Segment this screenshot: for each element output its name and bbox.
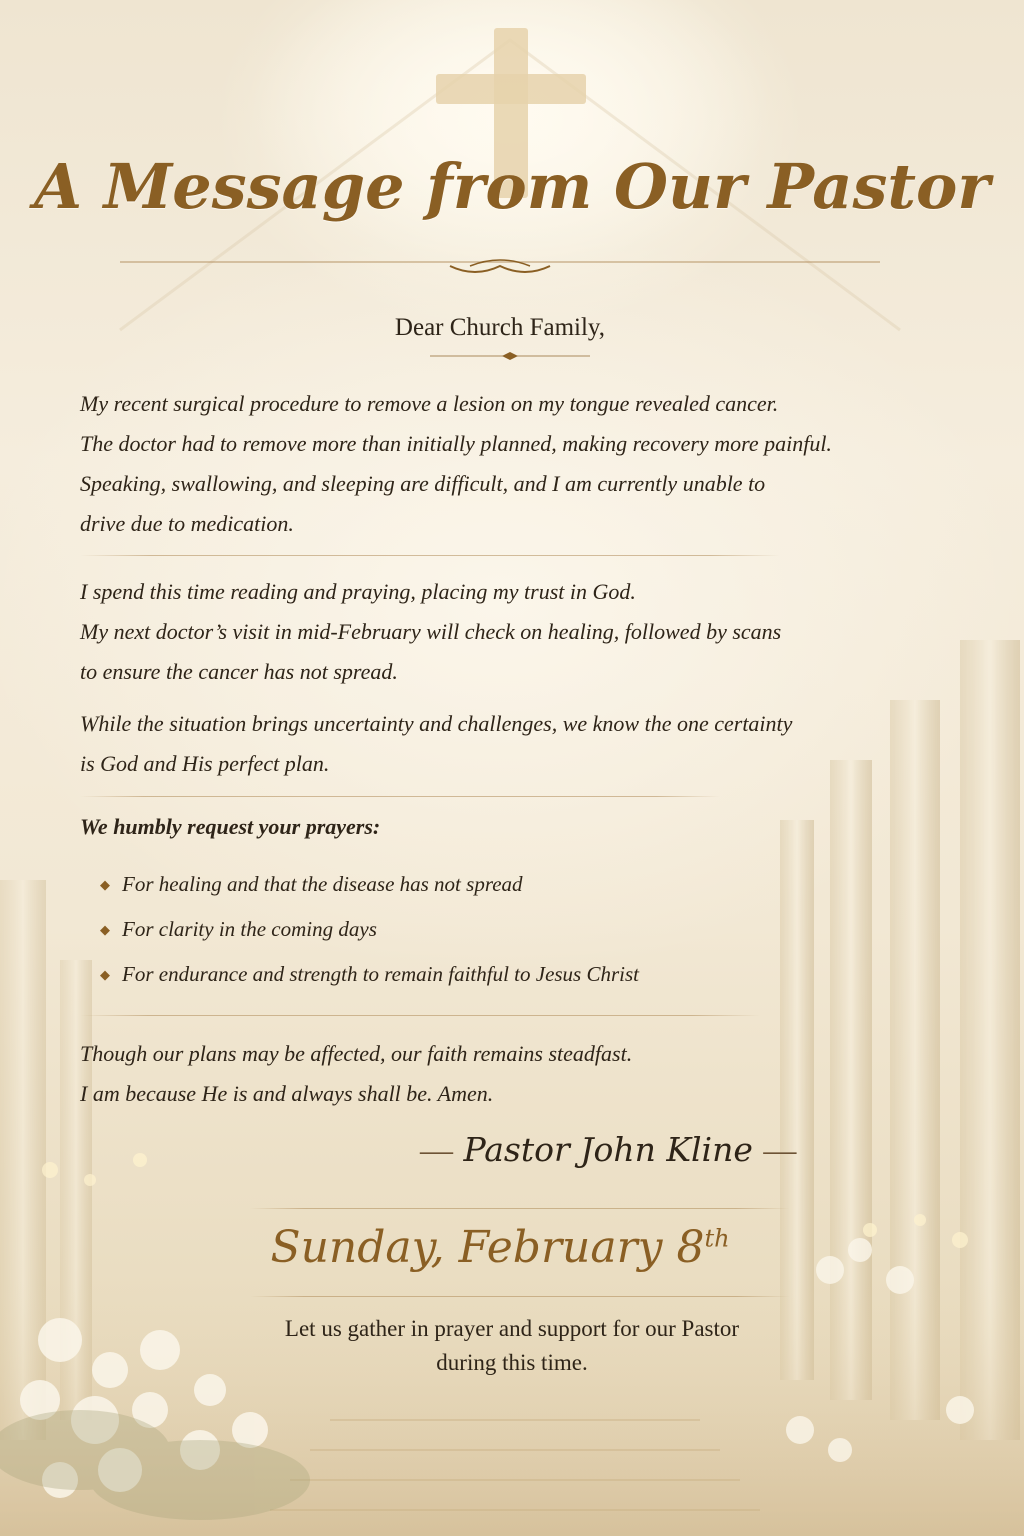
signature-dash: — [763, 1133, 797, 1169]
section-divider [250, 1296, 790, 1297]
text-line: is God and His perfect plan. [80, 751, 330, 776]
list-item [100, 952, 800, 997]
list-item-text: For clarity in the coming days [122, 917, 377, 941]
gathering-message [0, 1312, 1024, 1380]
text-line: I spend this time reading and praying, placing my trust in God. [80, 579, 636, 604]
text-line: I am because He is and always shall be. Amen. [80, 1081, 494, 1106]
diamond-bullet-icon: ◆ [100, 921, 110, 937]
text-line: Let us gather in prayer and support for our Pastor [284, 1316, 740, 1341]
event-date [0, 1222, 1000, 1273]
greeting-divider [430, 350, 590, 362]
text-line: Speaking, swallowing, and sleeping are difficult, and I am currently unable to [80, 471, 766, 496]
text-line: While the situation brings uncertainty and challenges, we know the one certainty [80, 711, 793, 736]
diamond-bullet-icon: ◆ [100, 966, 110, 982]
signature-name: Pastor John Kline [463, 1130, 753, 1169]
greeting: Dear Church Family, [394, 314, 606, 341]
text-line: Though our plans may be affected, our faith remains steadfast. [80, 1041, 633, 1066]
prayer-request-heading: We humbly request your prayers: [80, 814, 381, 839]
text-line: drive due to medication. [80, 511, 294, 536]
pastor-signature [420, 1130, 820, 1170]
event-date-text: Sunday, February 8 [270, 1222, 705, 1273]
section-divider [80, 796, 720, 797]
prayer-request-list [100, 862, 800, 997]
page-title: A Message from Our Pastor [33, 150, 991, 223]
section-divider [80, 1015, 760, 1016]
paragraph-trust [80, 572, 920, 692]
text-line: to ensure the cancer has not spread. [80, 659, 398, 684]
section-divider [250, 1208, 790, 1209]
list-item [100, 907, 800, 952]
signature-dash: — [420, 1133, 453, 1169]
paragraph-certainty [80, 704, 920, 784]
text-line: The doctor had to remove more than initially planned, making recovery more painful. [80, 431, 832, 456]
text-line: My next doctor’s visit in mid-February will check on healing, followed by scans [80, 619, 782, 644]
list-item-text: For healing and that the disease has not spread [122, 872, 523, 896]
diamond-bullet-icon: ◆ [100, 876, 110, 892]
section-divider [80, 555, 780, 556]
list-item [100, 862, 800, 907]
event-date-suffix: th [704, 1224, 730, 1253]
paragraph-closing [80, 1034, 920, 1114]
paragraph-diagnosis [80, 384, 920, 544]
list-item-text: For endurance and strength to remain faithful to Jesus Christ [122, 962, 640, 986]
title-flourish-divider [110, 252, 890, 282]
text-line: during this time. [436, 1350, 588, 1375]
text-line: My recent surgical procedure to remove a lesion on my tongue revealed cancer. [80, 391, 779, 416]
